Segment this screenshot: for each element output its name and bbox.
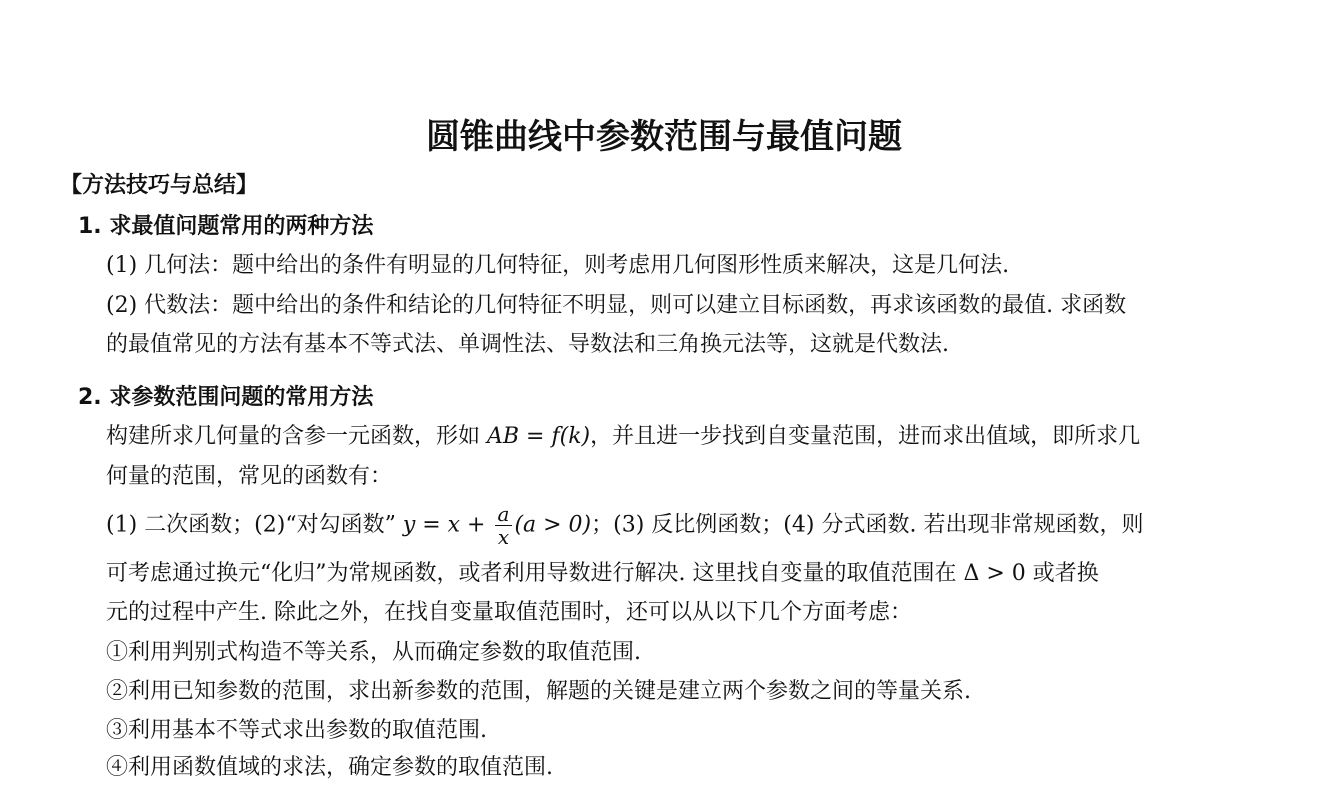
s2-l3-pre: (1) 二次函数；(2)“对勾函数” — [106, 512, 403, 538]
fraction-numerator: a — [495, 503, 513, 526]
s1-paragraph-2-line-1: (2) 代数法：题中给出的条件和结论的几何特征不明显，则可以建立目标函数，再求该函数的最值. 求函数 — [106, 293, 1127, 318]
list-item: ②利用已知参数的范围，求出新参数的范围，解题的关键是建立两个参数之间的等量关系. — [106, 679, 971, 704]
s1-paragraph-2-line-2: 的最值常见的方法有基本不等式法、单调性法、导数法和三角换元法等，这就是代数法. — [106, 332, 949, 357]
list-item: ④利用函数值域的求法，确定参数的取值范围. — [106, 755, 553, 780]
page-title: 圆锥曲线中参数范围与最值问题 — [426, 117, 902, 157]
s2-paragraph-1-line-1 — [106, 419, 1266, 455]
s2-l3-post: ；(3) 反比例函数；(4) 分式函数. 若出现非常规函数，则 — [591, 512, 1144, 538]
s2-paragraph-line-5: 元的过程中产生. 除此之外，在找自变量取值范围时，还可以从以下几个方面考虑： — [106, 600, 912, 625]
subsection-1-heading: 1. 求最值问题常用的两种方法 — [78, 214, 374, 239]
s1-paragraph-1: (1) 几何法：题中给出的条件有明显的几何特征，则考虑用几何图形性质来解决，这是几何法. — [106, 253, 1010, 278]
formula-ab-fk: AB = f(k) — [487, 424, 591, 449]
s2-l1-pre: 构建所求几何量的含参一元函数，形如 — [106, 424, 487, 449]
s2-paragraph-1-line-2: 何量的范围，常见的函数有： — [106, 464, 393, 489]
list-item: ③利用基本不等式求出参数的取值范围. — [106, 718, 487, 743]
s2-function-list-line — [106, 503, 1266, 548]
list-item: ①利用判别式构造不等关系，从而确定参数的取值范围. — [106, 640, 641, 665]
section-heading: 【方法技巧与总结】 — [60, 173, 259, 198]
s2-paragraph-line-4: 可考虑通过换元“化归”为常规函数，或者利用导数进行解决. 这里找自变量的取值范围在 Δ > 0 或者换 — [106, 561, 1099, 586]
formula-condition: (a > 0) — [514, 512, 592, 538]
fraction-a-over-x — [495, 503, 513, 548]
s2-l1-post: ，并且进一步找到自变量范围，进而求出值域，即所求几 — [590, 424, 1141, 449]
fraction-denominator: x — [497, 525, 510, 549]
subsection-2-heading: 2. 求参数范围问题的常用方法 — [78, 385, 374, 410]
formula-y-eq: y = x + — [402, 512, 493, 538]
